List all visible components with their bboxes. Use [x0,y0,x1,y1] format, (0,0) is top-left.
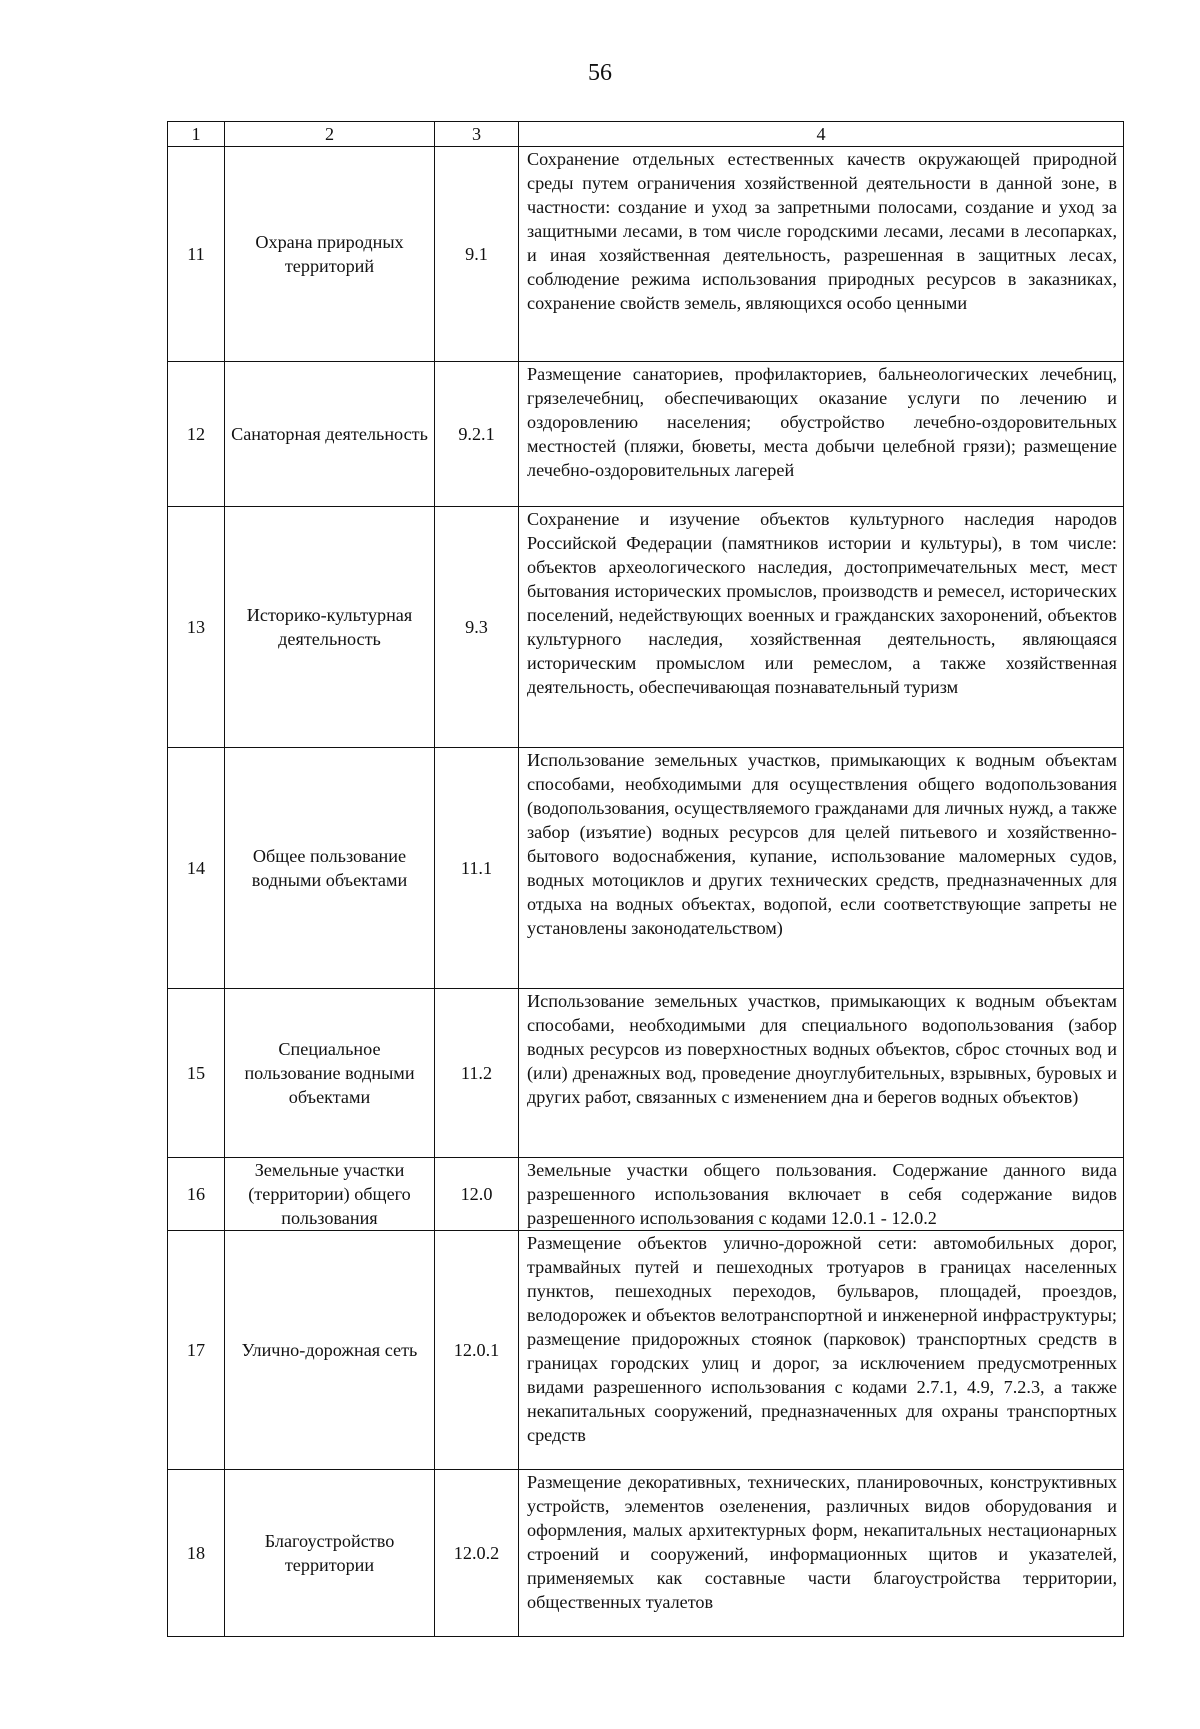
row-number: 15 [168,989,225,1158]
use-type-code: 9.1 [435,147,519,362]
column-header-3: 3 [435,122,519,147]
page-number: 56 [588,60,612,86]
use-type-code: 9.2.1 [435,362,519,507]
use-type-code: 9.3 [435,507,519,748]
land-use-table [167,121,1124,1637]
row-number: 18 [168,1470,225,1637]
table-row [168,362,1124,507]
table-header-row [168,122,1124,147]
use-type-description: Размещение декоративных, технических, планировочных, конструктивных устройств, элементов озеленения, различных видов оборудования и оформления, малых архитектурных форм, некапитальных нестационарных строений и сооружений, информационных щитов и указателей, применяемых как составные части благоустройства территории, общественных туалетов [519,1470,1124,1637]
use-type-code: 12.0.1 [435,1231,519,1470]
use-type-code: 11.1 [435,748,519,989]
row-number: 13 [168,507,225,748]
table-row [168,989,1124,1158]
use-type-code: 11.2 [435,989,519,1158]
row-number: 17 [168,1231,225,1470]
use-type-description: Размещение объектов улично-дорожной сети: автомобильных дорог, трамвайных путей и пешеходных тротуаров в границах населенных пунктов, пешеходных переходов, бульваров, площадей, проездов, велодорожек и объектов велотранспортной и инженерной инфраструктуры; размещение придорожных стоянок (парковок) транспортных средств в границах городских улиц и дорог, за исключением предусмотренных видами разрешенного использования с кодами 2.7.1, 4.9, 7.2.3, а также некапитальных сооружений, предназначенных для охраны транспортных средств [519,1231,1124,1470]
use-type-description: Сохранение отдельных естественных качеств окружающей природной среды путем ограничения хозяйственной деятельности в данной зоне, в частности: создание и уход за запретными полосами, создание и уход за защитными лесами, в том числе городскими лесами, лесами в лесопарках, и иная хозяйственная деятельность, разрешенная в защитных лесах, соблюдение режима использования природных ресурсов в заказниках, сохранение свойств земель, являющихся особо ценными [519,147,1124,362]
use-type-name: Благоустройство территории [225,1470,435,1637]
table-row [168,1470,1124,1637]
use-type-description: Земельные участки общего пользования. Содержание данного вида разрешенного использования включает в себя содержание видов разрешенного использования с кодами 12.0.1 - 12.0.2 [519,1158,1124,1231]
use-type-name: Историко-культурная деятельность [225,507,435,748]
table-row [168,147,1124,362]
use-type-name: Санаторная деятельность [225,362,435,507]
use-type-name: Специальное пользование водными объектами [225,989,435,1158]
use-type-description: Использование земельных участков, примыкающих к водным объектам способами, необходимыми для осуществления общего водопользования (водопользования, осуществляемого гражданами для личных нужд, а также забор (изъятие) водных ресурсов для целей питьевого и хозяйственно-бытового водоснабжения, купание, использование маломерных судов, водных мотоциклов и других технических средств, предназначенных для отдыха на водных объектах, водопой, если соответствующие запреты не установлены законодательством) [519,748,1124,989]
use-type-description: Сохранение и изучение объектов культурного наследия народов Российской Федерации (памятников истории и культуры), в том числе: объектов археологического наследия, достопримечательных мест, мест бытования исторических промыслов, производств и ремесел, исторических поселений, недействующих военных и гражданских захоронений, объектов культурного наследия, хозяйственная деятельность, являющаяся историческим промыслом или ремеслом, а также хозяйственная деятельность, обеспечивающая познавательный туризм [519,507,1124,748]
row-number: 11 [168,147,225,362]
use-type-description: Размещение санаториев, профилакториев, бальнеологических лечебниц, грязелечебниц, обеспечивающих оказание услуги по лечению и оздоровлению населения; обустройство лечебно-оздоровительных местностей (пляжи, бюветы, места добычи целебной грязи); размещение лечебно-оздоровительных лагерей [519,362,1124,507]
table-row [168,1231,1124,1470]
column-header-2: 2 [225,122,435,147]
column-header-4: 4 [519,122,1124,147]
table-row [168,1158,1124,1231]
use-type-name: Охрана природных территорий [225,147,435,362]
table-row [168,748,1124,989]
column-header-1: 1 [168,122,225,147]
row-number: 12 [168,362,225,507]
row-number: 14 [168,748,225,989]
use-type-code: 12.0.2 [435,1470,519,1637]
use-type-code: 12.0 [435,1158,519,1231]
use-type-name: Улично-дорожная сеть [225,1231,435,1470]
use-type-name: Общее пользование водными объектами [225,748,435,989]
use-type-description: Использование земельных участков, примыкающих к водным объектам способами, необходимыми для специального водопользования (забор водных ресурсов из поверхностных водных объектов, сброс сточных вод и (или) дренажных вод, проведение дноуглубительных, взрывных, буровых и других работ, связанных с изменением дна и берегов водных объектов) [519,989,1124,1158]
use-type-name: Земельные участки (территории) общего пользования [225,1158,435,1231]
table-row [168,507,1124,748]
row-number: 16 [168,1158,225,1231]
